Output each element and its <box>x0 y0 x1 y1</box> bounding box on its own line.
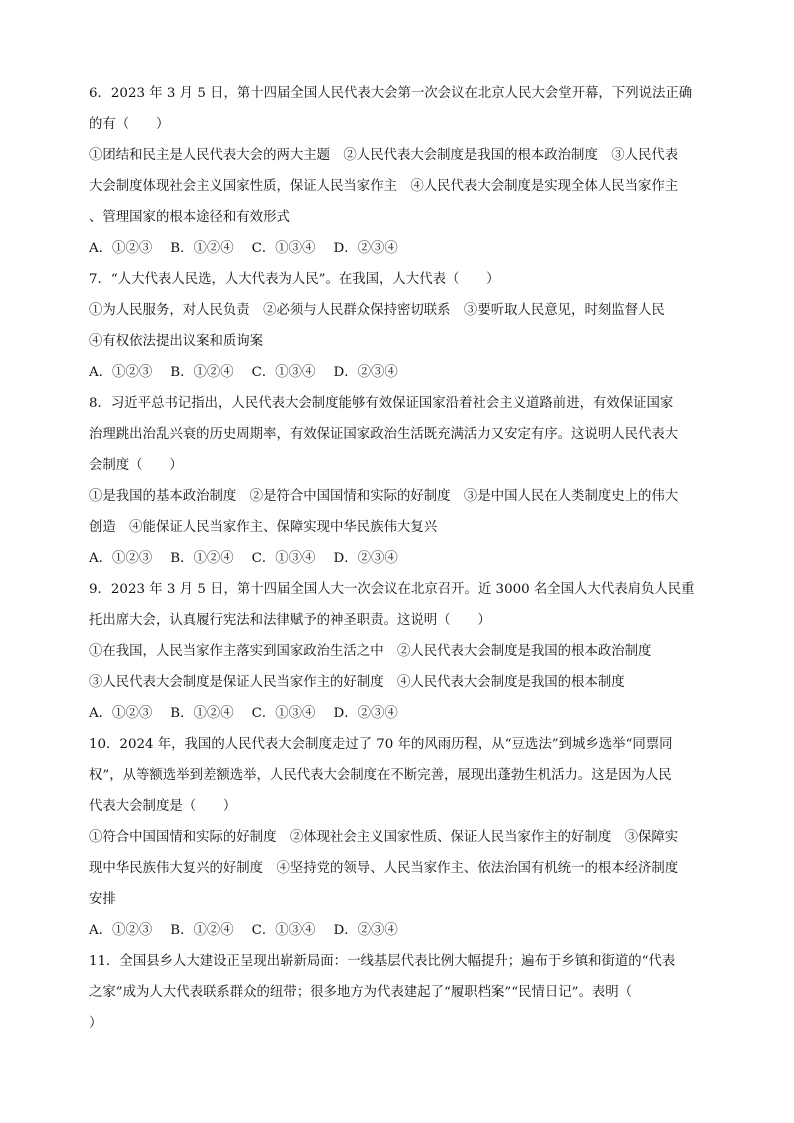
question-text-line: ①在我国，人民当家作主落实到国家政治生活之中 ②人民代表大会制度是我国的根本政治制度 <box>89 644 652 659</box>
question-text-line: 6．2023 年 3 月 5 日，第十四届全国人民代表大会第一次会议在北京人民大会堂开幕，下列说法正确 <box>89 86 693 101</box>
question-text-line: 7．“人大代表人民选，人大代表为人民”。在我国，人大代表（ ） <box>89 272 500 287</box>
answer-option[interactable]: C．①③④ <box>251 923 316 938</box>
answer-options <box>89 543 707 574</box>
question-text-line: 8．习近平总书记指出，人民代表大会制度能够有效保证国家沿着社会主义道路前进，有效保证国家 <box>89 396 674 411</box>
answer-option[interactable]: B．①②④ <box>170 923 234 938</box>
answer-option[interactable]: A．①②③ <box>89 241 153 256</box>
question-6 <box>89 78 707 264</box>
answer-option[interactable]: C．①③④ <box>251 551 316 566</box>
question-text-line: 安排 <box>89 892 116 907</box>
question-list <box>89 78 707 1039</box>
question-text-line: 现中华民族伟大复兴的好制度 ④坚持党的领导、人民当家作主、依法治国有机统一的根本经济制度 <box>89 861 679 876</box>
answer-option[interactable]: A．①②③ <box>89 923 153 938</box>
question-8 <box>89 388 707 574</box>
question-text-line: 的有（ ） <box>89 117 170 132</box>
answer-option[interactable]: C．①③④ <box>251 365 316 380</box>
answer-options <box>89 915 707 946</box>
answer-option[interactable]: D．②③④ <box>333 365 398 380</box>
answer-option[interactable]: D．②③④ <box>333 706 398 721</box>
question-text-line: 权”，从等额选举到差额选举，人民代表大会制度在不断完善，展现出蓬勃生机活力。这是因为人民 <box>89 768 672 783</box>
question-text-line: 、管理国家的根本途径和有效形式 <box>89 210 290 225</box>
question-10 <box>89 729 707 946</box>
answer-option[interactable]: D．②③④ <box>333 923 398 938</box>
question-text-line: 代表大会制度是（ ） <box>89 799 237 814</box>
question-text-line: 10．2024 年，我国的人民代表大会制度走过了 70 年的风雨历程，从“豆选法”到城乡选举“同票同 <box>89 737 673 752</box>
answer-option[interactable]: A．①②③ <box>89 706 153 721</box>
answer-options <box>89 233 707 264</box>
answer-option[interactable]: C．①③④ <box>251 241 316 256</box>
question-text-line: 创造 ④能保证人民当家作主、保障实现中华民族伟大复兴 <box>89 520 438 535</box>
answer-option[interactable]: C．①③④ <box>251 706 316 721</box>
answer-option[interactable]: A．①②③ <box>89 551 153 566</box>
answer-option[interactable]: D．②③④ <box>333 241 398 256</box>
question-text-line: ④有权依法提出议案和质询案 <box>89 334 264 349</box>
answer-option[interactable]: B．①②④ <box>170 706 234 721</box>
question-text-line: 大会制度体现社会主义国家性质，保证人民当家作主 ④人民代表大会制度是实现全体人民当家作主 <box>89 179 679 194</box>
question-text-line: ①团结和民主是人民代表大会的两大主题 ②人民代表大会制度是我国的根本政治制度 ③人民代表 <box>89 148 679 163</box>
answer-options <box>89 698 707 729</box>
question-text-line: 11．全国县乡人大建设正呈现出崭新局面：一线基层代表比例大幅提升；遍布于乡镇和街道的“代表 <box>89 954 676 969</box>
question-9 <box>89 574 707 729</box>
question-text-line: ） <box>89 1016 103 1031</box>
answer-option[interactable]: A．①②③ <box>89 365 153 380</box>
question-text-line: 托出席大会，认真履行宪法和法律赋予的神圣职责。这说明（ ） <box>89 613 491 628</box>
question-text-line: 之家”成为人大代表联系群众的纽带；很多地方为代表建起了“履职档案”“民情日记”。表明（ <box>89 985 633 1000</box>
question-text-line: 9．2023 年 3 月 5 日，第十四届全国人大一次会议在北京召开。近 3000 名全国人大代表肩负人民重 <box>89 582 695 597</box>
question-text-line: 治理跳出治乱兴衰的历史周期率，有效保证国家政治生活既充满活力又安定有序。这说明人民代表大 <box>89 427 679 442</box>
answer-options <box>89 357 707 388</box>
question-text-line: ①为人民服务，对人民负责 ②必须与人民群众保持密切联系 ③要听取人民意见，时刻监督人民 <box>89 303 665 318</box>
question-text-line: ①是我国的基本政治制度 ②是符合中国国情和实际的好制度 ③是中国人民在人类制度史上的伟大 <box>89 489 679 504</box>
answer-option[interactable]: B．①②④ <box>170 551 234 566</box>
answer-option[interactable]: D．②③④ <box>333 551 398 566</box>
question-11 <box>89 946 707 1039</box>
question-text-line: ①符合中国国情和实际的好制度 ②体现社会主义国家性质、保证人民当家作主的好制度 ③保障实 <box>89 830 679 845</box>
question-7 <box>89 264 707 388</box>
answer-option[interactable]: B．①②④ <box>170 241 234 256</box>
answer-option[interactable]: B．①②④ <box>170 365 234 380</box>
question-text-line: 会制度（ ） <box>89 458 183 473</box>
question-text-line: ③人民代表大会制度是保证人民当家作主的好制度 ④人民代表大会制度是我国的根本制度 <box>89 675 625 690</box>
